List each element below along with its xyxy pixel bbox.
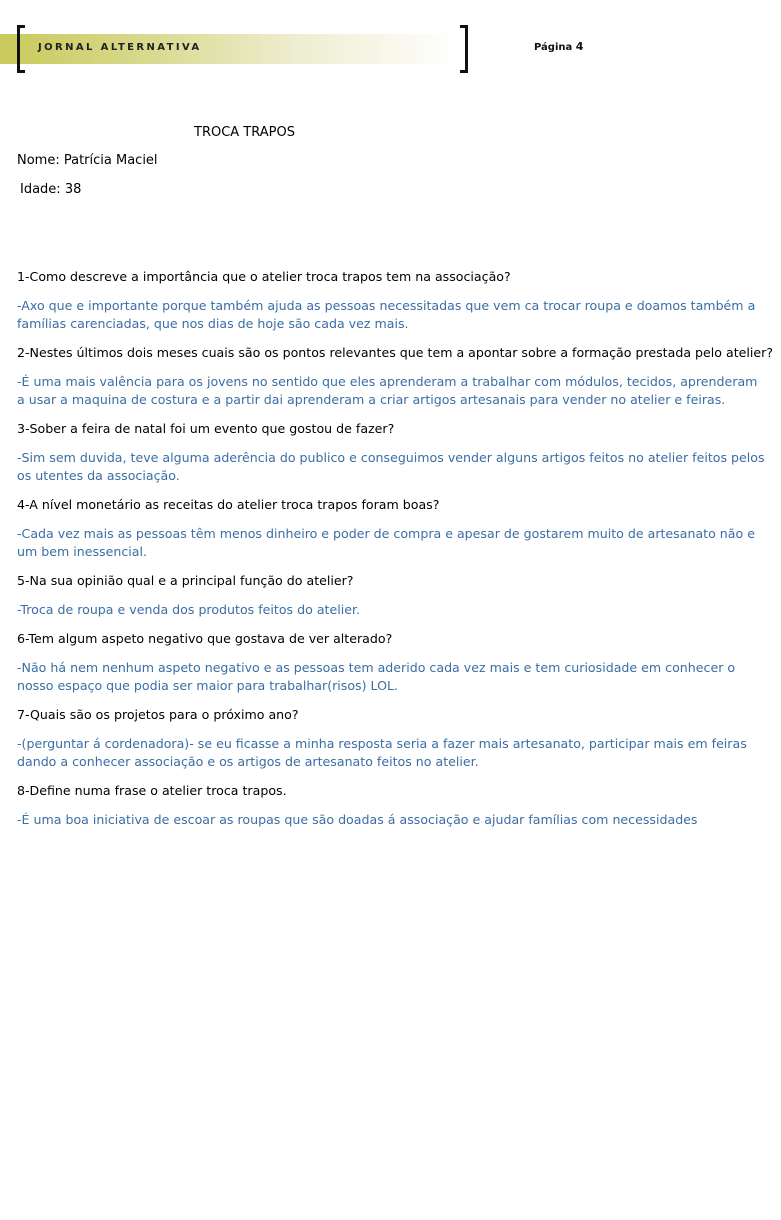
interviewee-name: Nome: Patrícia Maciel [17,153,158,168]
answer-3: -Sim sem duvida, teve alguma aderência do publico e conseguimos vender alguns artigos feitos no atelier feitos pelos os utentes da associação. [17,450,765,483]
question-1: 1-Como descreve a importância que o atelier troca trapos tem na associação? [17,269,511,284]
answer-2: -É uma mais valência para os jovens no sentido que eles aprenderam a trabalhar com módulos, tecidos, aprenderam a usar a maquina de costura e a partir dai aprenderam a criar artigos artesanais para vender no atelier e feiras. [17,374,758,407]
question-5: 5-Na sua opinião qual e a principal função do atelier? [17,573,354,588]
page-number: 4 [575,40,584,53]
question-4: 4-A nível monetário as receitas do atelier troca trapos foram boas? [17,497,440,512]
answer-5: -Troca de roupa e venda dos produtos feitos do atelier. [17,602,360,617]
question-8: 8-Define numa frase o atelier troca trapos. [17,783,287,798]
answer-7: -(perguntar á cordenadora)- se eu ficasse a minha resposta seria a fazer mais artesanato, participar mais em feiras dando a conhecer associação e os artigos de artesanato feitos no atelier. [17,736,747,769]
question-2: 2-Nestes últimos dois meses cuais são os pontos relevantes que tem a apontar sobre a formação prestada pelo atelier? [17,345,774,360]
question-3: 3-Sober a feira de natal foi um evento que gostou de fazer? [17,421,395,436]
document-title: TROCA TRAPOS [194,125,295,140]
answer-1: -Axo que e importante porque também ajuda as pessoas necessitadas que vem ca trocar roupa e doamos também a famílias carenciadas, que nos dias de hoje são cada vez mais. [17,298,756,331]
page-indicator [534,40,583,55]
interview-qa-list [17,268,774,840]
page-label: Página [534,42,573,53]
interviewee-age: Idade: 38 [20,182,82,197]
journal-title: JORNAL ALTERNATIVA [38,42,202,53]
page-header [0,0,781,80]
question-6: 6-Tem algum aspeto negativo que gostava de ver alterado? [17,631,393,646]
answer-8: -É uma boa iniciativa de escoar as roupas que são doadas á associação e ajudar famílias com necessidades [17,812,698,827]
left-bracket-icon [17,25,25,73]
question-7: 7-Quais são os projetos para o próximo ano? [17,707,299,722]
answer-6: -Não há nem nenhum aspeto negativo e as pessoas tem aderido cada vez mais e tem curiosidade em conhecer o nosso espaço que podia ser maior para trabalhar(risos) LOL. [17,660,736,693]
answer-4: -Cada vez mais as pessoas têm menos dinheiro e poder de compra e apesar de gostarem muito de artesanato não e um bem inessencial. [17,526,755,559]
right-bracket-icon [460,25,468,73]
